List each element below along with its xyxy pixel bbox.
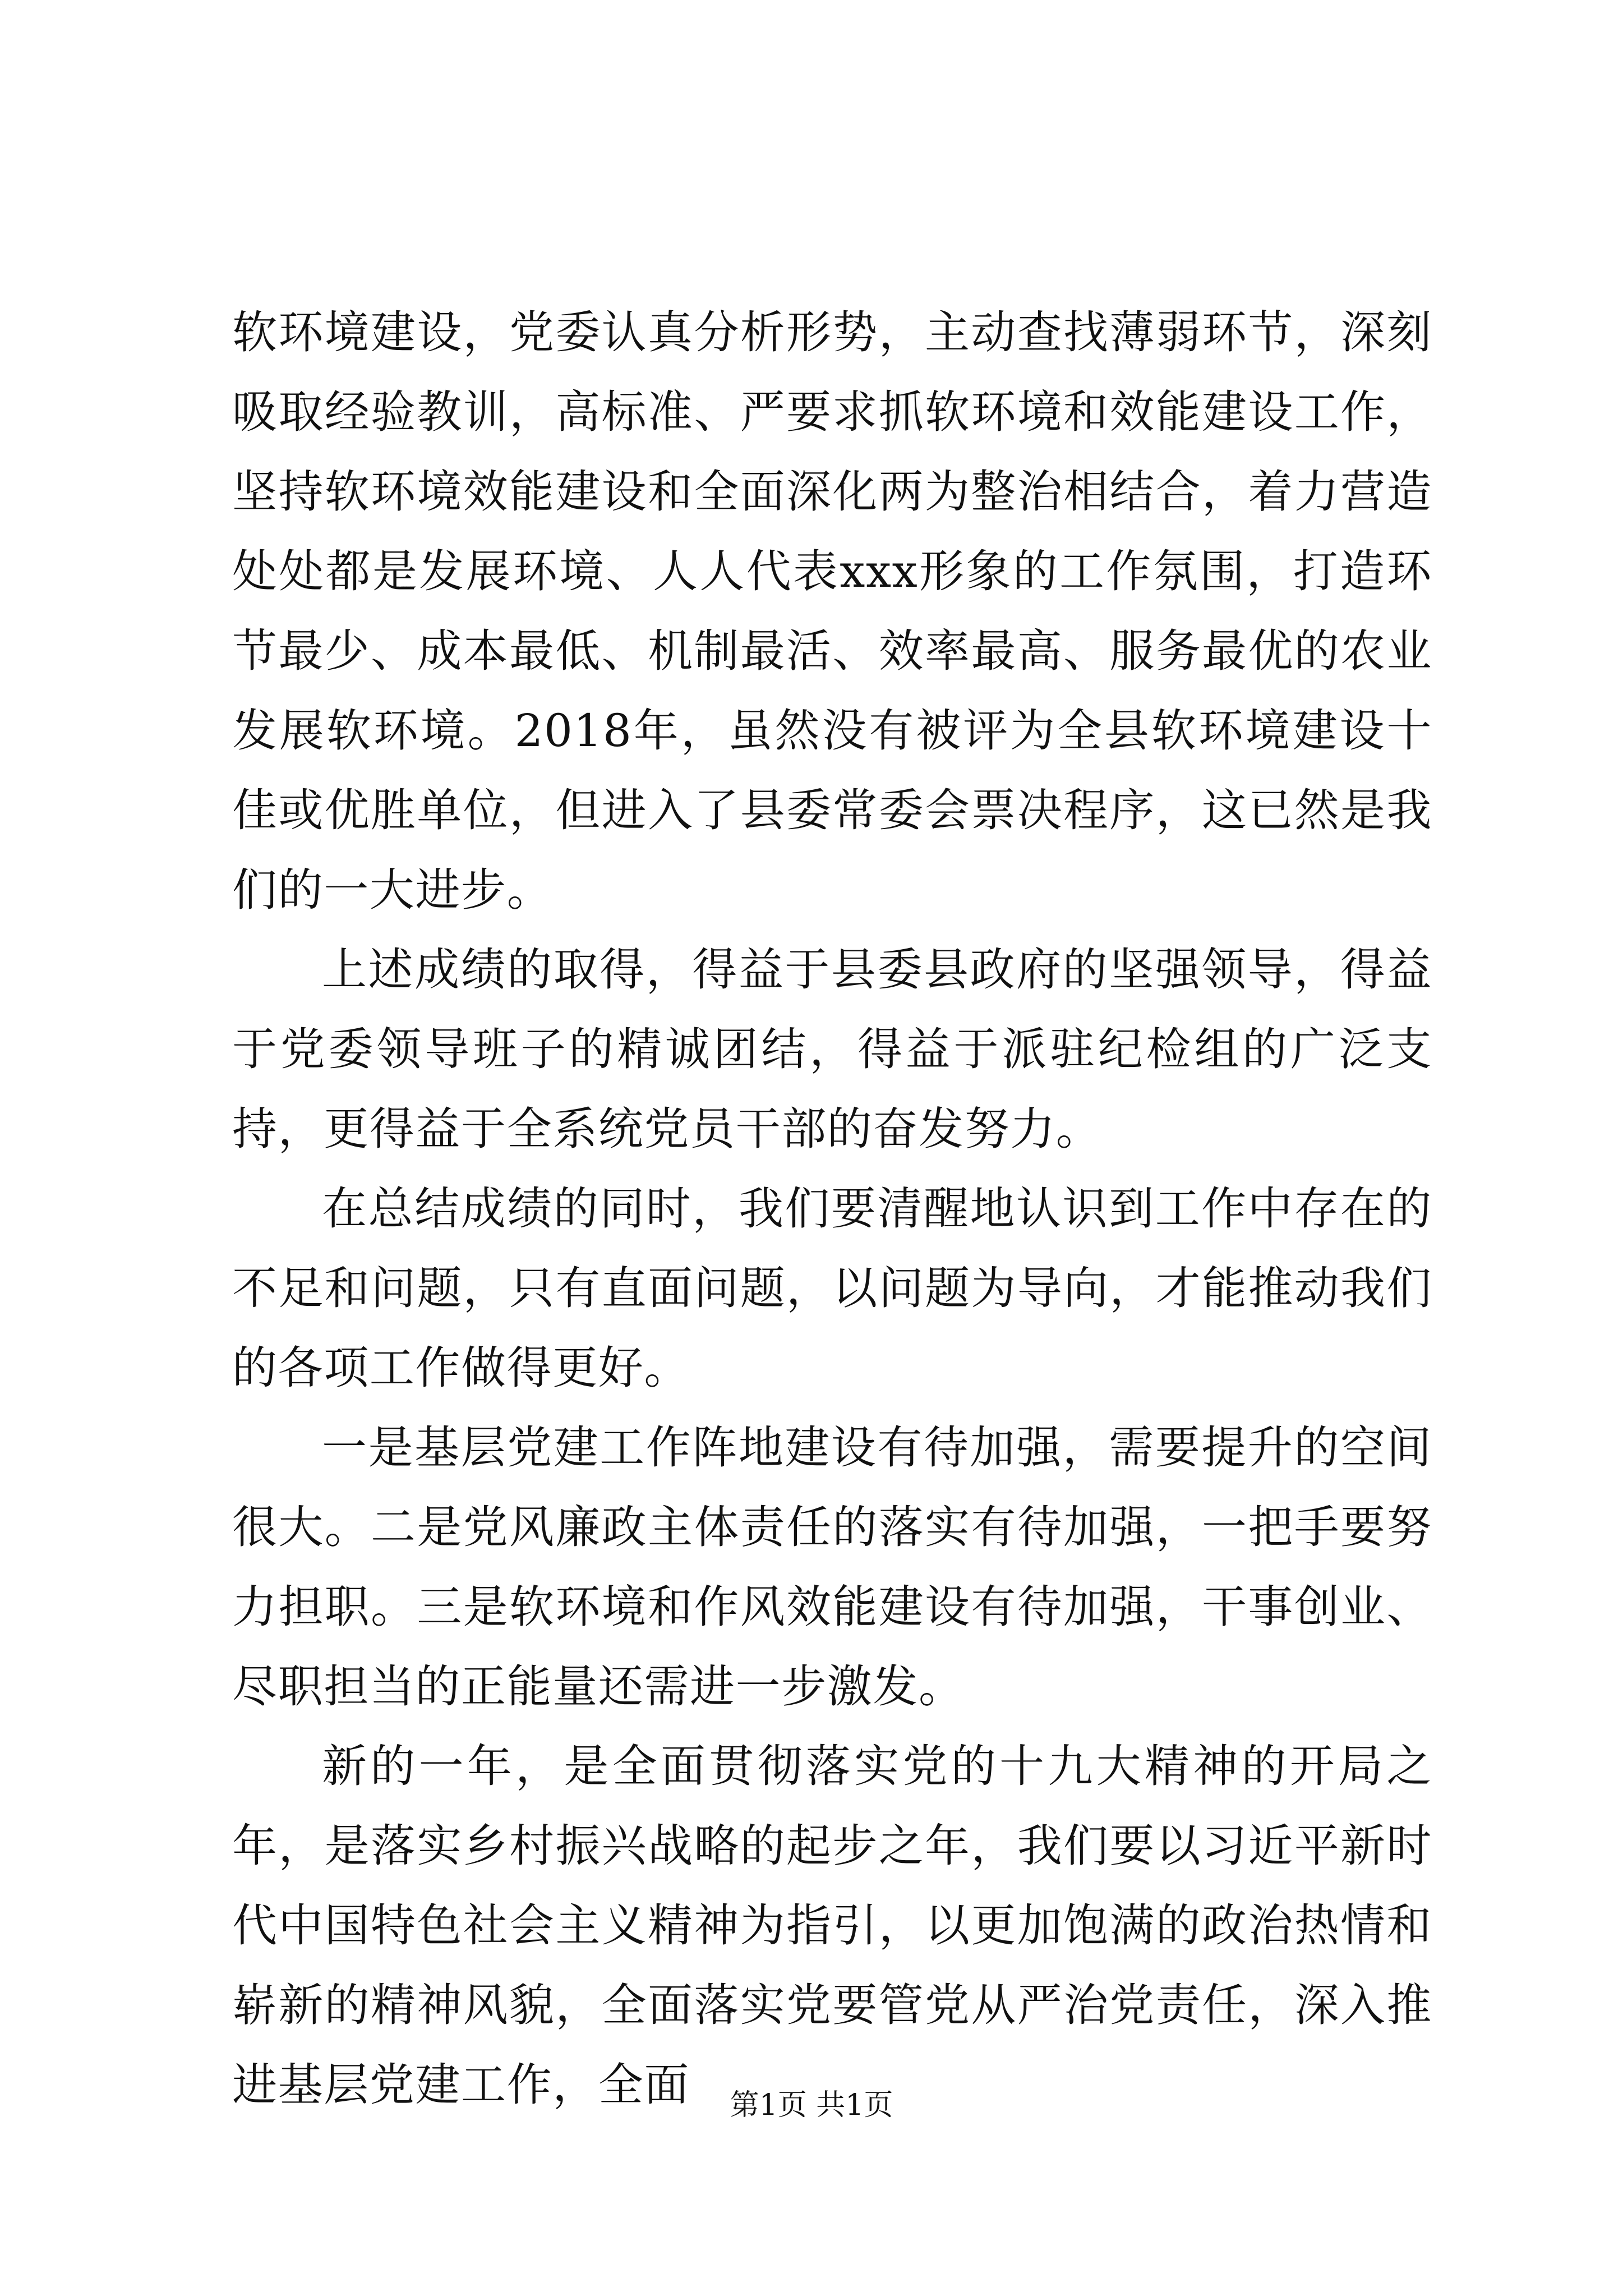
paragraph-5: 新的一年，是全面贯彻落实党的十九大精神的开局之年，是落实乡村振兴战略的起步之年，我们要以习近平新时代中国特色社会主义精神为指引，以更加饱满的政治热情和崭新的精神风貌，全面落实党要管党从严治党责任，深入推进基层党建工作，全面 <box>232 1740 1432 2111</box>
paragraph-4: 一是基层党建工作阵地建设有待加强，需要提升的空间很大。二是党风廉政主体责任的落实有待加强，一把手要努力担职。三是软环境和作风效能建设有待加强，干事创业、尽职担当的正能量还需进一步激发。 <box>232 1421 1432 1713</box>
paragraph-2: 上述成绩的取得，得益于县委县政府的坚强领导，得益于党委领导班子的精诚团结，得益于派驻纪检组的广泛支持，更得益于全系统党员干部的奋发努力。 <box>232 944 1432 1155</box>
page-footer: 第1页 共1页 <box>730 2088 893 2122</box>
paragraph-1: 软环境建设，党委认真分析形势，主动查找薄弱环节，深刻吸取经验教训，高标准、严要求抓软环境和效能建设工作，坚持软环境效能建设和全面深化两为整治相结合，着力营造处处都是发展环境、人人代表xxx形象的工作氛围，打造环节最少、成本最低、机制最活、效率最高、服务最优的农业发展软环境。2018年，虽然没有被评为全县软环境建设十佳或优胜单位，但进入了县委常委会票决程序，这已然是我们的一大进步。 <box>232 306 1432 916</box>
paragraph-3: 在总结成绩的同时，我们要清醒地认识到工作中存在的不足和问题，只有直面问题，以问题为导向，才能推动我们的各项工作做得更好。 <box>232 1182 1432 1394</box>
document-body <box>232 293 1432 2125</box>
